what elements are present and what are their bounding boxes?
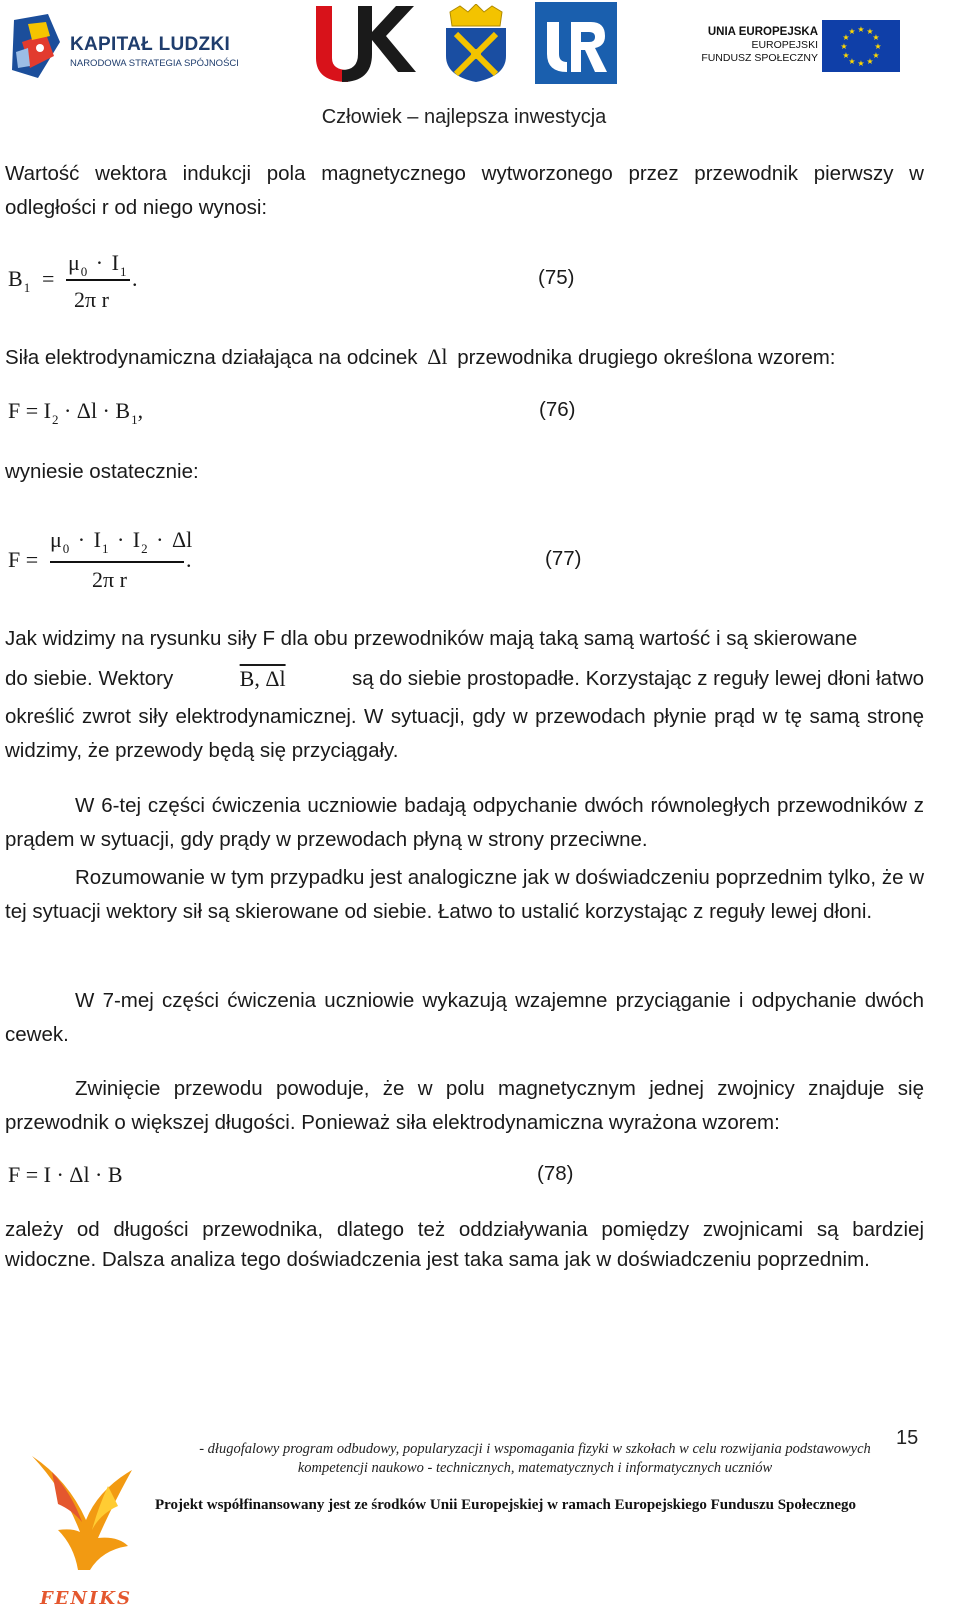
footer-program-line-1: - długofalowy program odbudowy, popularyzacji i wspomagania fizyki w szkołach w celu rozwijania podstawowych (199, 1441, 871, 1457)
eq75-numerator: $\mu_0 \cdot I_1$ (68, 250, 127, 279)
vectors-b-dl: B, Δl (239, 666, 286, 691)
eq77-fraction-bar (50, 561, 184, 563)
eq77-denominator: 2π r (92, 567, 127, 592)
ue-line3: FUNDUSZ SPOŁECZNY (701, 52, 818, 64)
eu-flag-icon (822, 20, 900, 72)
svg-text:★: ★ (842, 33, 850, 42)
svg-text:★: ★ (866, 27, 874, 36)
uj-logo (312, 2, 424, 84)
header-motto: Człowiek – najlepsza inwestycja (321, 106, 607, 128)
kapital-ludzki-logo (8, 12, 248, 82)
kapital-ludzki-emblem-icon (8, 12, 70, 82)
equation-78: F = I · Δl · B (78) (8, 1162, 574, 1187)
equation-77: F = $\mu_0 \cdot I_1 \cdot I_2 \cdot \Delta l$ 2π r . (77) (8, 527, 582, 592)
ue-line1: UNIA EUROPEJSKA (707, 26, 818, 38)
ur-logo (535, 2, 617, 84)
equation-75: $B_1$ = $\mu_0 \cdot I_1$ 2π r . (75) (8, 250, 575, 312)
svg-text:★: ★ (840, 42, 848, 51)
eq77-lhs: F = (8, 547, 39, 572)
paragraph-3: wyniesie ostatecznie: (5, 460, 199, 483)
paragraph-5: W 6-tej części ćwiczenia uczniowie badają odpychanie dwóch równoległych przewodników z prądem w sytuacji, gdy prądy w przewodach płyną w strony przeciwne. (5, 794, 924, 851)
ue-text-block (700, 26, 818, 65)
university-crest-icon (440, 4, 512, 84)
footer-program-line-2: kompetencji naukowo - technicznych, matematycznych i informatycznych uczniów (297, 1460, 773, 1476)
eq77-label: (77) (545, 547, 582, 570)
svg-text:★: ★ (842, 51, 850, 60)
svg-text:★: ★ (857, 59, 865, 68)
svg-text:★: ★ (872, 33, 880, 42)
paragraph-4-rest: określić zwrot siły elektrodynamicznej. W sytuacji, gdy w przewodach płynie prąd w tę samą stronę widzimy, że przewody będą się przyciągały. (5, 705, 924, 762)
footer-funding: Projekt współfinansowany jest ze środków Unii Europejskiej w ramach Europejskiego Funduszu Społecznego (155, 1497, 857, 1513)
equation-76: $F = I_2 \cdot \Delta l \cdot B_1$, (76) (8, 398, 576, 427)
paragraph-4-line-2: do siebie. Wektory B, Δl są do siebie prostopadłe. Korzystając z reguły lewej dłoni łatwo (5, 662, 924, 696)
svg-text:★: ★ (848, 27, 856, 36)
paragraph-4-line-1: Jak widzimy na rysunku siły F dla obu przewodników mają taką samą wartość i są skierowane (5, 627, 858, 650)
eq75-fraction-bar (66, 279, 130, 281)
svg-text:★: ★ (872, 51, 880, 60)
feniks-wordmark: FENIKS (40, 1588, 133, 1609)
eq75-label: (75) (538, 266, 575, 289)
paragraph-8: Zwinięcie przewodu powoduje, że w polu magnetycznym jednej zwojnicy znajduje się przewodnik o większej długości. Ponieważ siła elektrodynamiczna wyrażona wzorem: (5, 1077, 924, 1134)
kapital-ludzki-title: KAPITAŁ LUDZKI (70, 34, 231, 55)
ue-line2: EUROPEJSKI (751, 39, 818, 51)
paragraph-2: Siła elektrodynamiczna działająca na odcinek Δl przewodnika drugiego określona wzorem: (5, 344, 836, 369)
svg-text:★: ★ (857, 25, 865, 34)
paragraph-6: Rozumowanie w tym przypadku jest analogiczne jak w doświadczeniu poprzednim tylko, że w tej sytuacji wektory sił są skierowane od siebie. Łatwo to ustalić korzystając z reguły lewej dłoni. (5, 866, 924, 923)
page-number: 15 (896, 1427, 919, 1449)
paragraph-1: Wartość wektora indukcji pola magnetycznego wytworzonego przez przewodnik pierwszy w odległości r od niego wynosi: (5, 162, 924, 219)
eq75-lhs: B (8, 266, 23, 291)
feniks-logo (28, 1450, 138, 1615)
svg-text:★: ★ (848, 57, 856, 66)
svg-text:★: ★ (874, 42, 882, 51)
eq78-label: (78) (537, 1162, 574, 1185)
svg-text:★: ★ (866, 57, 874, 66)
delta-l-symbol: Δl (427, 344, 448, 369)
kapital-ludzki-subtitle: NARODOWA STRATEGIA SPÓJNOŚCI (70, 58, 239, 69)
paragraph-7: W 7-mej części ćwiczenia uczniowie wykazują wzajemne przyciąganie i odpychanie dwóch cewek. (5, 989, 924, 1046)
header (0, 0, 960, 140)
eq76-label: (76) (539, 398, 576, 421)
paragraph-9: zależy od długości przewodnika, dlatego też oddziaływania pomiędzy zwojnicami są bardziej widoczne. Dalsza analiza tego doświadczenia jest taka sama jak w doświadczeniu poprzednim. (5, 1218, 924, 1271)
feniks-bird-icon (28, 1450, 138, 1590)
eq77-numerator: $\mu_0 \cdot I_1 \cdot I_2 \cdot \Delta l$ (50, 527, 193, 556)
eq75-denominator: 2π r (74, 287, 109, 312)
